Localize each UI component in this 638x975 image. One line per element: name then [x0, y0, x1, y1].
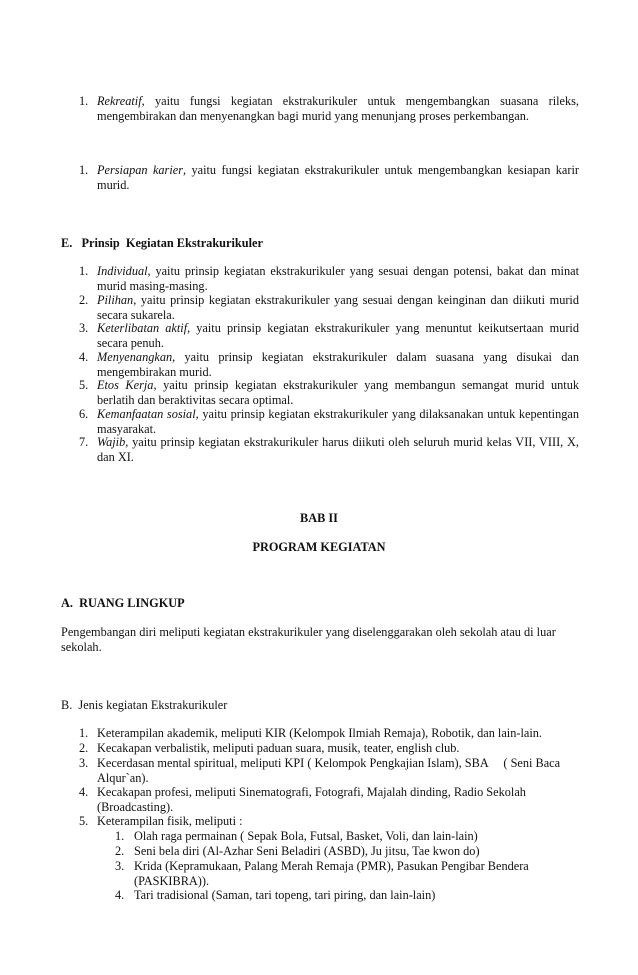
list-text: Rekreatif, yaitu fungsi kegiatan ekstrakurikuler untuk mengembangkan suasana rileks, mengembirakan dan menyenangkan bagi murid yang menunjang proses perkembangan. [97, 94, 579, 123]
chapter-label: BAB II [300, 511, 338, 525]
sublist-text: Seni bela diri (Al-Azhar Seni Beladiri (ASBD), Ju jitsu, Tae kwon do) [134, 844, 480, 858]
list-text: Pilihan, yaitu prinsip kegiatan ekstrakurikuler yang sesuai dengan keinginan dan diikuti murid secara sukarela. [97, 293, 579, 322]
chapter-title: PROGRAM KEGIATAN [252, 540, 386, 554]
list-term: Persiapan karier [97, 163, 184, 177]
list-text: Etos Kerja, yaitu prinsip kegiatan ekstrakurikuler yang membangun semangat murid untuk berlatih dan beraktivitas secara optimal. [97, 378, 579, 407]
list-text: Keterlibatan aktif, yaitu prinsip kegiatan ekstrakurikuler yang menuntut keikutsertaan murid secara penuh. [97, 321, 579, 350]
list-number: 1. [79, 163, 89, 177]
list-text: Kecakapan profesi, meliputi Sinematografi, Fotografi, Majalah dinding, Radio Sekolah (Broadcasting). [97, 785, 526, 814]
list-text: Wajib, yaitu prinsip kegiatan ekstrakurikuler harus diikuti oleh seluruh murid kelas VII, VIII, X, dan XI. [97, 435, 579, 464]
list-text: Individual, yaitu prinsip kegiatan ekstrakurikuler yang sesuai dengan potensi, bakat dan minat murid masing-masing. [97, 264, 579, 293]
sublist-text: Krida (Kepramukaan, Palang Merah Remaja (PMR), Pasukan Pengibar Bendera (PASKIBRA)). [134, 859, 529, 888]
list-term: Etos Kerja [97, 378, 154, 392]
list-text: Kecakapan verbalistik, meliputi paduan suara, musik, teater, english club. [97, 741, 460, 755]
list-text: Kecerdasan mental spiritual, meliputi KPI ( Kelompok Pengkajian Islam), SBA ( Seni Baca Alqur`an). [97, 756, 563, 785]
document-page: 1. Rekreatif, yaitu fungsi kegiatan ekstrakurikuler untuk mengembangkan suasana rileks, mengembirakan dan menyenangkan bagi murid yang menunjang proses perkembangan. 1. Persiapan karier, yaitu fungsi kegiatan ekstrakurikuler untuk mengembangkan kesiapan karir murid. E. Prinsip Kegiatan Ekstrakurikuler 1. Individual, yaitu prinsip kegiatan ekstrakurikuler yang sesuai dengan potensi, bakat dan minat murid masing-masing. 2. Pilihan, yaitu prinsip kegiatan ekstrakurikuler yang sesuai dengan keinginan dan diikuti murid secara sukarela. 3. Keterlibatan aktif, yaitu prinsip kegiatan ekstrakurikuler yang menuntut keikutsertaan murid secara penuh. 4. Menyenangkan, yaitu prinsip kegiatan ekstrakurikuler dalam suasana yang disukai dan mengembirakan murid. 5. Etos Kerja, yaitu prinsip kegiatan ekstrakurikuler yang membangun semangat murid untuk berlatih dan beraktivitas secara optimal. 6. Kemanfaatan sosial, yaitu prinsip kegiatan ekstrakurikuler yang dilaksanakan untuk kepentingan masyarakat. 7. Wajib, yaitu prinsip kegiatan ekstrakurikuler harus diikuti oleh seluruh murid kelas VII, VIII, X, dan XI. BAB II PROGRAM KEGIATAN A. RUANG LINGKUP Pengembangan diri meliputi kegiatan ekstrakurikuler yang diselenggarakan oleh sekolah atau di luar sekolah. B. Jenis kegiatan Ekstrakurikuler 1. Keterampilan akademik, meliputi KIR (Kelompok Ilmiah Remaja), Robotik, dan lain-lain. 2. Kecakapan verbalistik, meliputi paduan suara, musik, teater, english club. 3. Kecerdasan mental spiritual, meliputi KPI ( Kelompok Pengkajian Islam), SBA ( Seni Baca Alqur`an). 4. Kecakapan profesi, meliputi Sinematografi, Fotografi, Majalah dinding, Radio Sekolah (Broadcasting). 5. Keterampilan fisik, meliputi : 1. Olah raga permainan ( Sepak Bola, Futsal, Basket, Voli, dan lain-lain) 2. Seni bela diri (Al-Azhar Seni Beladiri (ASBD), Ju jitsu, Tae kwon do) 3. Krida (Kepramukaan, Palang Merah Remaja (PMR), Pasukan Pengibar Bendera (PASKIBRA)). 4. Tari tradisional (Saman, tari topeng, tari piring, dan lain-lain) [0, 0, 638, 975]
section-heading: A. RUANG LINGKUP [61, 596, 185, 610]
list-number: 1. [79, 94, 89, 108]
list-text: Menyenangkan, yaitu prinsip kegiatan ekstrakurikuler dalam suasana yang disukai dan mengembirakan murid. [97, 350, 579, 379]
list-term: Wajib [97, 435, 126, 449]
list-term: Individual [97, 264, 148, 278]
section-heading: B. Jenis kegiatan Ekstrakurikuler [61, 698, 228, 712]
list-term: Menyenangkan [97, 350, 173, 364]
section-heading: E. Prinsip Kegiatan Ekstrakurikuler [61, 236, 263, 250]
sublist-text: Tari tradisional (Saman, tari topeng, tari piring, dan lain-lain) [134, 888, 436, 902]
list-text: Persiapan karier, yaitu fungsi kegiatan ekstrakurikuler untuk mengembangkan kesiapan karir murid. [97, 163, 579, 192]
list-term: Keterlibatan aktif [97, 321, 188, 335]
list-text: Kemanfaatan sosial, yaitu prinsip kegiatan ekstrakurikuler yang dilaksanakan untuk kepentingan masyarakat. [97, 407, 579, 436]
list-term: Rekreatif [97, 94, 142, 108]
section-paragraph: Pengembangan diri meliputi kegiatan ekstrakurikuler yang diselenggarakan oleh sekolah atau di luar sekolah. [61, 625, 556, 654]
list-text: Keterampilan akademik, meliputi KIR (Kelompok Ilmiah Remaja), Robotik, dan lain-lain. [97, 726, 542, 740]
list-term: Pilihan [97, 293, 134, 307]
list-term: Kemanfaatan sosial [97, 407, 196, 421]
list-text: Keterampilan fisik, meliputi : [97, 814, 243, 828]
sublist-text: Olah raga permainan ( Sepak Bola, Futsal, Basket, Voli, dan lain-lain) [134, 829, 478, 843]
